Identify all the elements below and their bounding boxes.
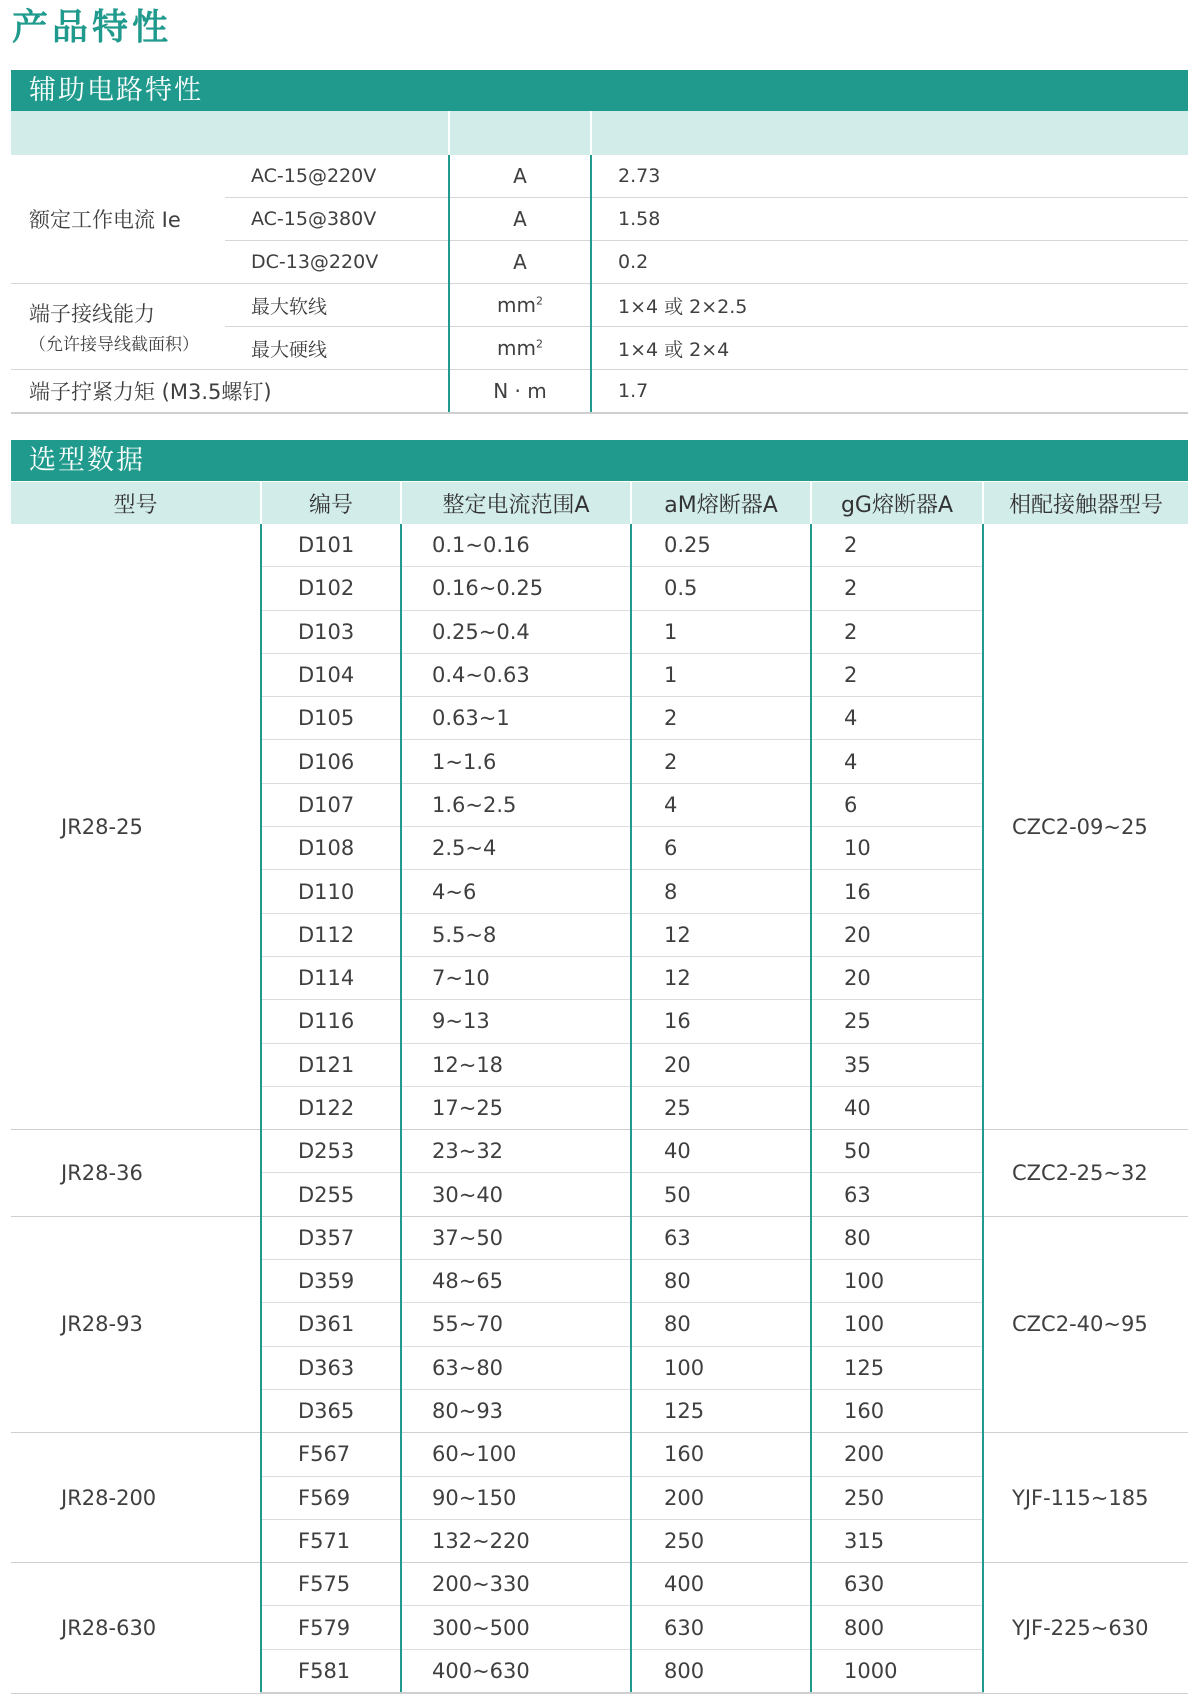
gg-fuse-cell: 2 (811, 653, 983, 696)
am-fuse-cell: 20 (631, 1043, 811, 1086)
am-fuse-cell: 200 (631, 1476, 811, 1519)
code-cell: F581 (261, 1649, 401, 1693)
code-cell: D104 (261, 653, 401, 696)
contactor-cell: YJF-115~185 (983, 1433, 1188, 1563)
aux-value: 1.7 (591, 370, 1188, 414)
am-fuse-cell: 6 (631, 827, 811, 870)
aux-sub: 最大硬线 (225, 327, 449, 370)
header-gg-fuse: gG熔断器A (811, 482, 983, 524)
am-fuse-cell: 1 (631, 610, 811, 653)
aux-sub: AC-15@220V (225, 155, 449, 198)
aux-section-title: 辅助电路特性 (11, 70, 1188, 111)
range-cell: 90~150 (401, 1476, 631, 1519)
model-cell: JR28-200 (11, 1433, 261, 1563)
table-row (11, 1216, 1188, 1259)
range-cell: 7~10 (401, 956, 631, 999)
header-code: 编号 (261, 482, 401, 524)
range-cell: 37~50 (401, 1216, 631, 1259)
aux-row (11, 370, 1188, 414)
range-cell: 80~93 (401, 1389, 631, 1432)
code-cell: D108 (261, 827, 401, 870)
range-cell: 0.1~0.16 (401, 524, 631, 567)
code-cell: D365 (261, 1389, 401, 1432)
aux-param: 端子拧紧力矩 (M3.5螺钉) (11, 370, 449, 414)
model-cell: JR28-93 (11, 1216, 261, 1432)
range-cell: 5.5~8 (401, 913, 631, 956)
contactor-cell: CZC2-40~95 (983, 1216, 1188, 1432)
table-row (11, 1433, 1188, 1476)
model-cell: JR28-25 (11, 524, 261, 1130)
gg-fuse-cell: 630 (811, 1563, 983, 1606)
header-range: 整定电流范围A (401, 482, 631, 524)
aux-sub: DC-13@220V (225, 241, 449, 284)
code-cell: F575 (261, 1563, 401, 1606)
range-cell: 63~80 (401, 1346, 631, 1389)
gg-fuse-cell: 4 (811, 740, 983, 783)
am-fuse-cell: 12 (631, 956, 811, 999)
am-fuse-cell: 100 (631, 1346, 811, 1389)
am-fuse-cell: 630 (631, 1606, 811, 1649)
model-cell: JR28-630 (11, 1563, 261, 1693)
aux-unit: $mm^2$ (449, 327, 591, 370)
range-cell: 400~630 (401, 1649, 631, 1693)
gg-fuse-cell: 20 (811, 956, 983, 999)
selection-header-row (11, 482, 1188, 524)
gg-fuse-cell: 160 (811, 1389, 983, 1432)
aux-value: 2.73 (591, 155, 1188, 198)
range-cell: 0.25~0.4 (401, 610, 631, 653)
range-cell: 0.63~1 (401, 697, 631, 740)
code-cell: D359 (261, 1260, 401, 1303)
aux-sub: 最大软线 (225, 284, 449, 327)
model-cell: JR28-36 (11, 1130, 261, 1217)
page-title: 产品特性 (12, 7, 173, 48)
code-cell: D357 (261, 1216, 401, 1259)
code-cell: D361 (261, 1303, 401, 1346)
gg-fuse-cell: 16 (811, 870, 983, 913)
range-cell: 0.16~0.25 (401, 567, 631, 610)
gg-fuse-cell: 50 (811, 1130, 983, 1173)
am-fuse-cell: 2 (631, 740, 811, 783)
contactor-cell: YJF-225~630 (983, 1563, 1188, 1693)
aux-header-cell (591, 111, 1188, 155)
code-cell: D105 (261, 697, 401, 740)
header-am-fuse: aM熔断器A (631, 482, 811, 524)
aux-param: 端子接线能力 （允许接导线截面积） (11, 284, 225, 370)
am-fuse-cell: 2 (631, 697, 811, 740)
aux-value: 1×4 或 2×4 (591, 327, 1188, 370)
table-row (11, 524, 1188, 567)
range-cell: 9~13 (401, 1000, 631, 1043)
aux-header-cell (449, 111, 591, 155)
range-cell: 4~6 (401, 870, 631, 913)
range-cell: 12~18 (401, 1043, 631, 1086)
am-fuse-cell: 80 (631, 1260, 811, 1303)
gg-fuse-cell: 1000 (811, 1649, 983, 1693)
code-cell: F571 (261, 1519, 401, 1562)
code-cell: D103 (261, 610, 401, 653)
aux-row (11, 284, 1188, 327)
range-cell: 0.4~0.63 (401, 653, 631, 696)
am-fuse-cell: 8 (631, 870, 811, 913)
am-fuse-cell: 0.5 (631, 567, 811, 610)
am-fuse-cell: 4 (631, 783, 811, 826)
aux-param-note: （允许接导线截面积） (29, 335, 199, 355)
aux-circuit-table (11, 111, 1188, 414)
gg-fuse-cell: 2 (811, 524, 983, 567)
range-cell: 2.5~4 (401, 827, 631, 870)
gg-fuse-cell: 40 (811, 1086, 983, 1129)
am-fuse-cell: 12 (631, 913, 811, 956)
code-cell: D102 (261, 567, 401, 610)
gg-fuse-cell: 63 (811, 1173, 983, 1216)
header-model: 型号 (11, 482, 261, 524)
header-contactor: 相配接触器型号 (983, 482, 1188, 524)
aux-value: 0.2 (591, 241, 1188, 284)
gg-fuse-cell: 20 (811, 913, 983, 956)
aux-unit: A (449, 198, 591, 241)
code-cell: D122 (261, 1086, 401, 1129)
aux-table-header (11, 111, 1188, 155)
am-fuse-cell: 250 (631, 1519, 811, 1562)
range-cell: 60~100 (401, 1433, 631, 1476)
aux-param: 额定工作电流 Ie (11, 155, 225, 284)
range-cell: 23~32 (401, 1130, 631, 1173)
am-fuse-cell: 50 (631, 1173, 811, 1216)
range-cell: 30~40 (401, 1173, 631, 1216)
am-fuse-cell: 80 (631, 1303, 811, 1346)
code-cell: D106 (261, 740, 401, 783)
aux-header-cell (11, 111, 449, 155)
code-cell: D253 (261, 1130, 401, 1173)
aux-row (11, 155, 1188, 198)
gg-fuse-cell: 100 (811, 1303, 983, 1346)
code-cell: D107 (261, 783, 401, 826)
am-fuse-cell: 125 (631, 1389, 811, 1432)
range-cell: 132~220 (401, 1519, 631, 1562)
gg-fuse-cell: 315 (811, 1519, 983, 1562)
am-fuse-cell: 800 (631, 1649, 811, 1693)
gg-fuse-cell: 125 (811, 1346, 983, 1389)
range-cell: 1~1.6 (401, 740, 631, 783)
gg-fuse-cell: 35 (811, 1043, 983, 1086)
code-cell: F567 (261, 1433, 401, 1476)
gg-fuse-cell: 6 (811, 783, 983, 826)
code-cell: D116 (261, 1000, 401, 1043)
code-cell: F579 (261, 1606, 401, 1649)
code-cell: F569 (261, 1476, 401, 1519)
aux-value: 1×4 或 2×2.5 (591, 284, 1188, 327)
gg-fuse-cell: 25 (811, 1000, 983, 1043)
code-cell: D363 (261, 1346, 401, 1389)
table-row (11, 1563, 1188, 1606)
range-cell: 48~65 (401, 1260, 631, 1303)
gg-fuse-cell: 100 (811, 1260, 983, 1303)
gg-fuse-cell: 4 (811, 697, 983, 740)
am-fuse-cell: 25 (631, 1086, 811, 1129)
range-cell: 1.6~2.5 (401, 783, 631, 826)
aux-unit: A (449, 241, 591, 284)
gg-fuse-cell: 2 (811, 567, 983, 610)
gg-fuse-cell: 250 (811, 1476, 983, 1519)
code-cell: D101 (261, 524, 401, 567)
gg-fuse-cell: 2 (811, 610, 983, 653)
contactor-cell: CZC2-09~25 (983, 524, 1188, 1130)
aux-sub: AC-15@380V (225, 198, 449, 241)
contactor-cell: CZC2-25~32 (983, 1130, 1188, 1217)
am-fuse-cell: 63 (631, 1216, 811, 1259)
code-cell: D110 (261, 870, 401, 913)
am-fuse-cell: 160 (631, 1433, 811, 1476)
am-fuse-cell: 1 (631, 653, 811, 696)
code-cell: D112 (261, 913, 401, 956)
selection-section-title: 选型数据 (11, 440, 1188, 481)
range-cell: 17~25 (401, 1086, 631, 1129)
gg-fuse-cell: 10 (811, 827, 983, 870)
aux-value: 1.58 (591, 198, 1188, 241)
code-cell: D255 (261, 1173, 401, 1216)
aux-unit: N · m (449, 370, 591, 414)
selection-table (11, 482, 1188, 1694)
aux-unit: A (449, 155, 591, 198)
am-fuse-cell: 16 (631, 1000, 811, 1043)
range-cell: 55~70 (401, 1303, 631, 1346)
code-cell: D121 (261, 1043, 401, 1086)
aux-unit: $mm^2$ (449, 284, 591, 327)
am-fuse-cell: 40 (631, 1130, 811, 1173)
range-cell: 300~500 (401, 1606, 631, 1649)
code-cell: D114 (261, 956, 401, 999)
gg-fuse-cell: 80 (811, 1216, 983, 1259)
gg-fuse-cell: 200 (811, 1433, 983, 1476)
table-row (11, 1130, 1188, 1173)
range-cell: 200~330 (401, 1563, 631, 1606)
gg-fuse-cell: 800 (811, 1606, 983, 1649)
am-fuse-cell: 0.25 (631, 524, 811, 567)
am-fuse-cell: 400 (631, 1563, 811, 1606)
